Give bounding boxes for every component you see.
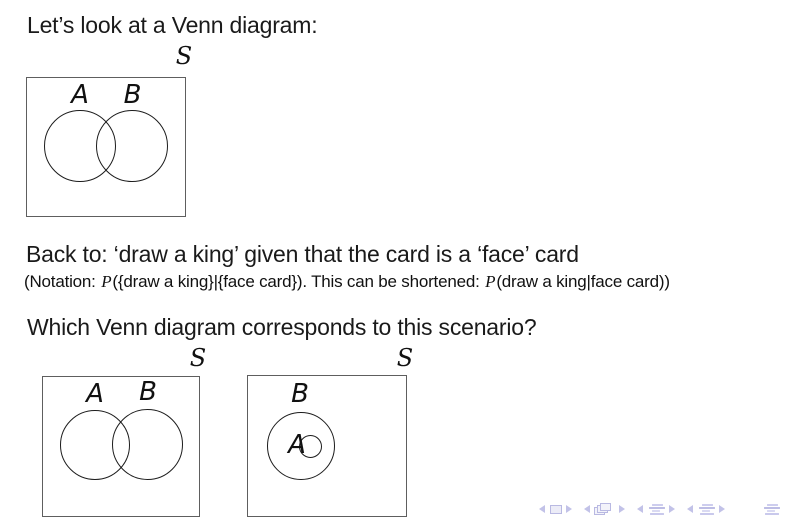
venn-bottom-right-label-a: A bbox=[288, 430, 306, 460]
nav-appendix-list-icon[interactable] bbox=[764, 504, 780, 515]
notation-segment: (draw a king|face card)) bbox=[496, 272, 670, 291]
venn-top-label-a: A bbox=[71, 80, 89, 110]
sample-space-label: S bbox=[175, 42, 193, 70]
sample-space-label: S bbox=[189, 344, 207, 372]
nav-prev-slide-arrow-icon[interactable] bbox=[539, 505, 545, 513]
nav-next-subsection-arrow-icon[interactable] bbox=[669, 505, 675, 513]
venn-top-circle-b bbox=[96, 110, 168, 182]
probability-symbol: P bbox=[101, 272, 112, 291]
nav-prev-section-arrow-icon[interactable] bbox=[687, 505, 693, 513]
notation-segment: (Notation: bbox=[24, 272, 101, 291]
back-to-text: Back to: ‘draw a king’ given that the card is a ‘face’ card bbox=[26, 241, 579, 267]
nav-frames-icon[interactable] bbox=[594, 503, 613, 516]
nav-next-frame-arrow-icon[interactable] bbox=[619, 505, 625, 513]
probability-symbol: P bbox=[485, 272, 496, 291]
venn-bottom-right-label-b: B bbox=[291, 379, 309, 409]
nav-prev-frame-arrow-icon[interactable] bbox=[584, 505, 590, 513]
venn-bottom-left-circle-b bbox=[112, 409, 183, 480]
intro-text: Let’s look at a Venn diagram: bbox=[27, 12, 318, 38]
nav-slide-icon[interactable] bbox=[550, 505, 562, 514]
nav-prev-subsection-arrow-icon[interactable] bbox=[637, 505, 643, 513]
notation-text bbox=[24, 272, 670, 292]
nav-next-slide-arrow-icon[interactable] bbox=[566, 505, 572, 513]
venn-bottom-left-label-b: B bbox=[139, 377, 157, 407]
question-text: Which Venn diagram corresponds to this scenario? bbox=[27, 314, 537, 340]
nav-subsection-list-icon[interactable] bbox=[649, 504, 665, 515]
nav-next-section-arrow-icon[interactable] bbox=[719, 505, 725, 513]
venn-bottom-left-label-a: A bbox=[86, 379, 104, 409]
notation-segment: ({draw a king}|{face card}). This can be shortened: bbox=[112, 272, 485, 291]
nav-section-list-icon[interactable] bbox=[699, 504, 715, 515]
sample-space-label: S bbox=[396, 344, 414, 372]
venn-top-label-b: B bbox=[123, 80, 142, 110]
